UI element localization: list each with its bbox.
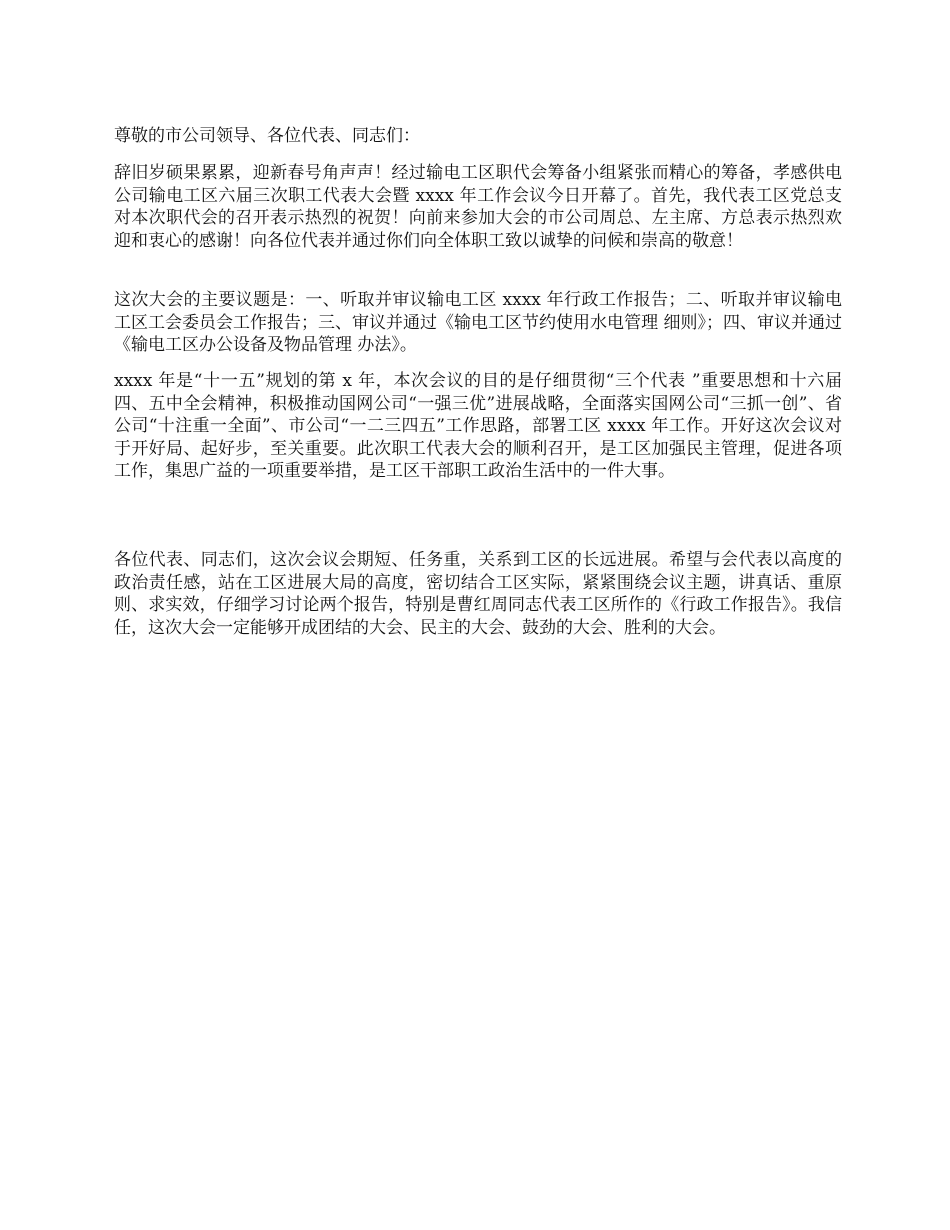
- paragraph-opening: 辞旧岁硕果累累，迎新春号角声声！经过输电工区职代会筹备小组紧张而精心的筹备，孝感供电公司输电工区六届三次职工代表大会暨 xxxx 年工作会议今日开幕了。首先，我代表工区党总支对本次职代会的召开表示热烈的祝贺！向前来参加大会的市公司周总、左主席、方总表示热烈欢迎和衷心的感谢！向各位代表并通过你们向全体职工致以诚挚的问候和崇高的敬意！: [114, 163, 842, 251]
- paragraph-closing: 各位代表、同志们，这次会议会期短、任务重，关系到工区的长远进展。希望与会代表以高度的政治责任感，站在工区进展大局的高度，密切结合工区实际，紧紧围绕会议主题，讲真话、重原则、求实效，仔细学习讨论两个报告，特别是曹红周同志代表工区所作的《行政工作报告》。我信任，这次大会一定能够开成团结的大会、民主的大会、鼓劲的大会、胜利的大会。: [114, 550, 842, 638]
- paragraph-agenda: 这次大会的主要议题是：一、听取并审议输电工区 xxxx 年行政工作报告；二、听取并审议输电工区工会委员会工作报告；三、审议并通过《输电工区节约使用水电管理 细则》；四、审议并通过《输电工区办公设备及物品管理 办法》。: [114, 290, 842, 355]
- greeting-line: 尊敬的市公司领导、各位代表、同志们：: [114, 126, 420, 146]
- paragraph-purpose: xxxx 年是“十一五”规划的第 x 年，本次会议的目的是仔细贯彻“三个代表 ”重要思想和十六届四、五中全会精神，积极推动国网公司“一强三优”进展战略，全面落实国网公司“三抓一创”、省公司“十注重一全面”、市公司“一二三四五”工作思路，部署工区 xxxx 年工作。开好这次会议对于开好局、起好步，至关重要。此次职工代表大会的顺利召开，是工区加强民主管理，促进各项工作，集思广益的一项重要举措，是工区干部职工政治生活中的一件大事。: [114, 371, 842, 481]
